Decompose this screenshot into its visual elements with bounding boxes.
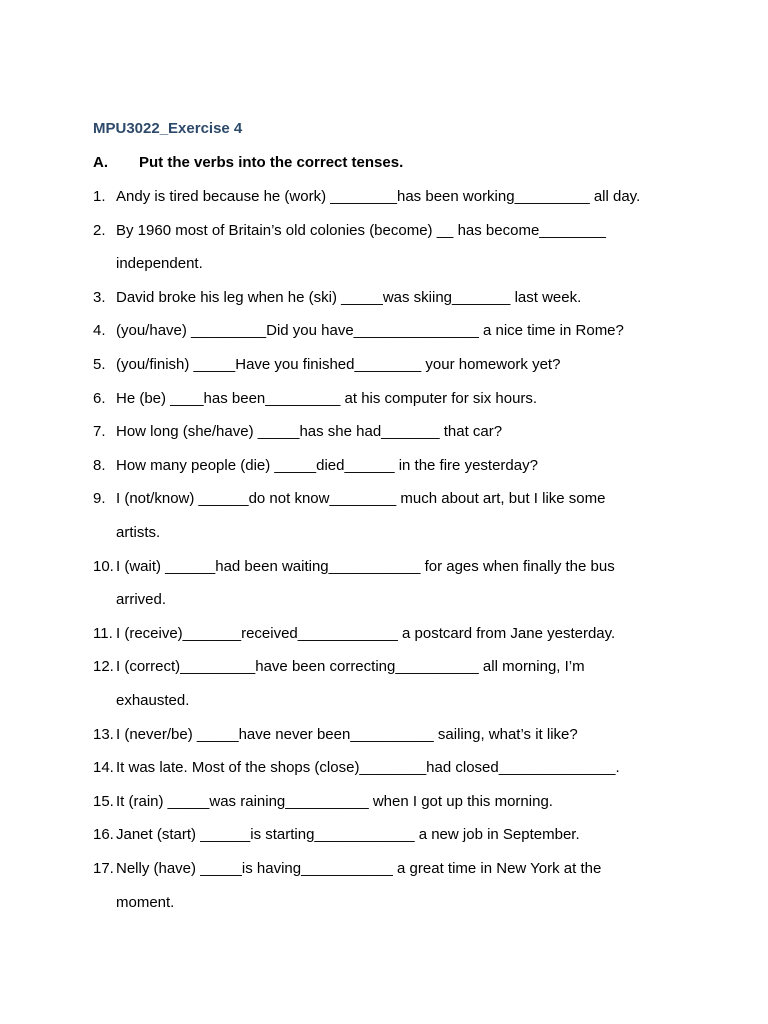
exercise-text: I (wait) ______had been waiting___________ for ages when finally the bus: [116, 558, 615, 575]
exercise-item: [93, 457, 538, 475]
exercise-number: 15.: [93, 793, 114, 810]
exercise-item: [93, 289, 581, 307]
exercise-item: [93, 322, 624, 340]
exercise-item: [93, 222, 606, 240]
exercise-item: [93, 490, 605, 508]
exercise-number: 8.: [93, 457, 106, 474]
exercise-text-continuation: exhausted.: [116, 692, 190, 709]
exercise-number: 14.: [93, 759, 114, 776]
exercise-number: 5.: [93, 356, 106, 373]
document-title: MPU3022_Exercise 4: [93, 120, 243, 137]
exercise-number: 13.: [93, 726, 114, 743]
exercise-text: I (receive)_______received____________ a postcard from Jane yesterday.: [116, 625, 616, 642]
exercise-number: 3.: [93, 289, 106, 306]
exercise-item: [93, 423, 502, 441]
exercise-item: [93, 726, 578, 744]
exercise-text: Janet (start) ______is starting____________ a new job in September.: [116, 826, 580, 843]
exercise-item: [93, 759, 620, 777]
exercise-number: 17.: [93, 860, 114, 877]
section-letter: A.: [93, 154, 108, 171]
exercise-item: [93, 658, 585, 676]
exercise-text: By 1960 most of Britain’s old colonies (become) __ has become________: [116, 222, 607, 239]
exercise-text: It was late. Most of the shops (close)________had closed______________.: [116, 759, 620, 776]
exercise-text-continuation: arrived.: [116, 591, 167, 608]
exercise-text: Andy is tired because he (work) ________has been working_________ all day.: [116, 188, 641, 205]
exercise-text: I (correct)_________have been correcting__________ all morning, I’m: [116, 658, 585, 675]
exercise-item: [93, 826, 580, 844]
section-instruction: Put the verbs into the correct tenses.: [139, 154, 404, 171]
exercise-number: 7.: [93, 423, 106, 440]
exercise-number: 4.: [93, 322, 106, 339]
exercise-text: Nelly (have) _____is having___________ a great time in New York at the: [116, 860, 602, 877]
exercise-number: 12.: [93, 658, 114, 675]
exercise-number: 1.: [93, 188, 106, 205]
exercise-text: I (never/be) _____have never been__________ sailing, what’s it like?: [116, 726, 578, 743]
exercise-text: It (rain) _____was raining__________ when I got up this morning.: [116, 793, 553, 810]
exercise-item: [93, 188, 640, 206]
exercise-text: How many people (die) _____died______ in the fire yesterday?: [116, 457, 538, 474]
exercise-text-continuation: artists.: [116, 524, 161, 541]
exercise-item: [93, 558, 615, 576]
exercise-item: [93, 860, 601, 878]
exercise-item: [93, 625, 615, 643]
exercise-text-continuation: independent.: [116, 255, 203, 272]
exercise-text: (you/finish) _____Have you finished________ your homework yet?: [116, 356, 561, 373]
section-heading: [93, 154, 403, 171]
exercise-number: 6.: [93, 390, 106, 407]
exercise-number: 9.: [93, 490, 106, 507]
exercise-number: 2.: [93, 222, 106, 239]
exercise-text: I (not/know) ______do not know________ much about art, but I like some: [116, 490, 606, 507]
exercise-number: 11.: [93, 625, 113, 642]
exercise-text: How long (she/have) _____has she had_______ that car?: [116, 423, 503, 440]
exercise-item: [93, 356, 560, 374]
exercise-text-continuation: moment.: [116, 894, 175, 911]
exercise-number: 10.: [93, 558, 114, 575]
exercise-text: He (be) ____has been_________ at his computer for six hours.: [116, 390, 538, 407]
exercise-text: David broke his leg when he (ski) _____was skiing_______ last week.: [116, 289, 582, 306]
exercise-text: (you/have) _________Did you have_______________ a nice time in Rome?: [116, 322, 624, 339]
exercise-item: [93, 793, 553, 811]
exercise-number: 16.: [93, 826, 114, 843]
exercise-item: [93, 390, 537, 408]
